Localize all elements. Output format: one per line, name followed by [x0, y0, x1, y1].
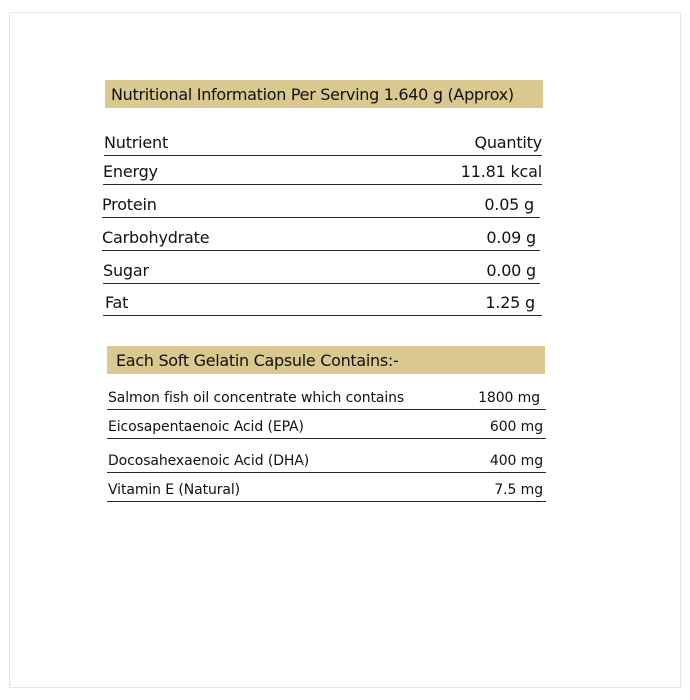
- nutrient-column-header: Nutrient: [104, 133, 169, 152]
- ingredient-amount: 1800 mg: [478, 390, 540, 406]
- nutrition-header-row: [104, 130, 542, 156]
- ingredient-name: Vitamin E (Natural): [108, 482, 241, 498]
- capsule-row-salmon-oil: [107, 382, 546, 410]
- quantity-column-header: Quantity: [474, 133, 542, 152]
- capsule-heading: [107, 346, 545, 374]
- nutrition-row-protein: [102, 185, 540, 218]
- nutrient-quantity: 0.00 g: [486, 261, 536, 280]
- ingredient-amount: 600 mg: [489, 419, 543, 435]
- nutrient-name: Protein: [102, 195, 157, 214]
- ingredient-amount: 400 mg: [489, 453, 543, 469]
- nutrient-name: Carbohydrate: [102, 228, 210, 247]
- nutrient-quantity: 0.09 g: [486, 228, 536, 247]
- nutrition-row-fat: [103, 284, 542, 316]
- capsule-row-dha: [107, 439, 546, 473]
- nutrition-row-energy: [103, 156, 542, 185]
- nutrient-quantity: 0.05 g: [484, 195, 534, 214]
- ingredient-name: Eicosapentaenoic Acid (EPA): [108, 419, 304, 435]
- nutrient-quantity: 1.25 g: [485, 293, 535, 312]
- ingredient-name: Docosahexaenoic Acid (DHA): [108, 453, 310, 469]
- capsule-row-epa: [107, 410, 546, 439]
- nutrient-quantity: 11.81 kcal: [460, 162, 542, 181]
- nutrition-heading-text: Nutritional Information Per Serving 1.640 g (Approx): [111, 84, 514, 104]
- ingredient-amount: 7.5 mg: [494, 482, 543, 498]
- nutrient-name: Energy: [103, 162, 158, 181]
- capsule-heading-text: Each Soft Gelatin Capsule Contains:-: [116, 350, 399, 370]
- nutrient-name: Sugar: [103, 261, 149, 280]
- ingredient-name: Salmon fish oil concentrate which contains: [108, 390, 405, 406]
- nutrition-row-sugar: [103, 251, 540, 284]
- capsule-row-vitamin-e: [107, 473, 546, 502]
- nutrient-name: Fat: [105, 293, 129, 312]
- nutrition-heading: [105, 80, 543, 108]
- nutrition-row-carbohydrate: [102, 218, 540, 251]
